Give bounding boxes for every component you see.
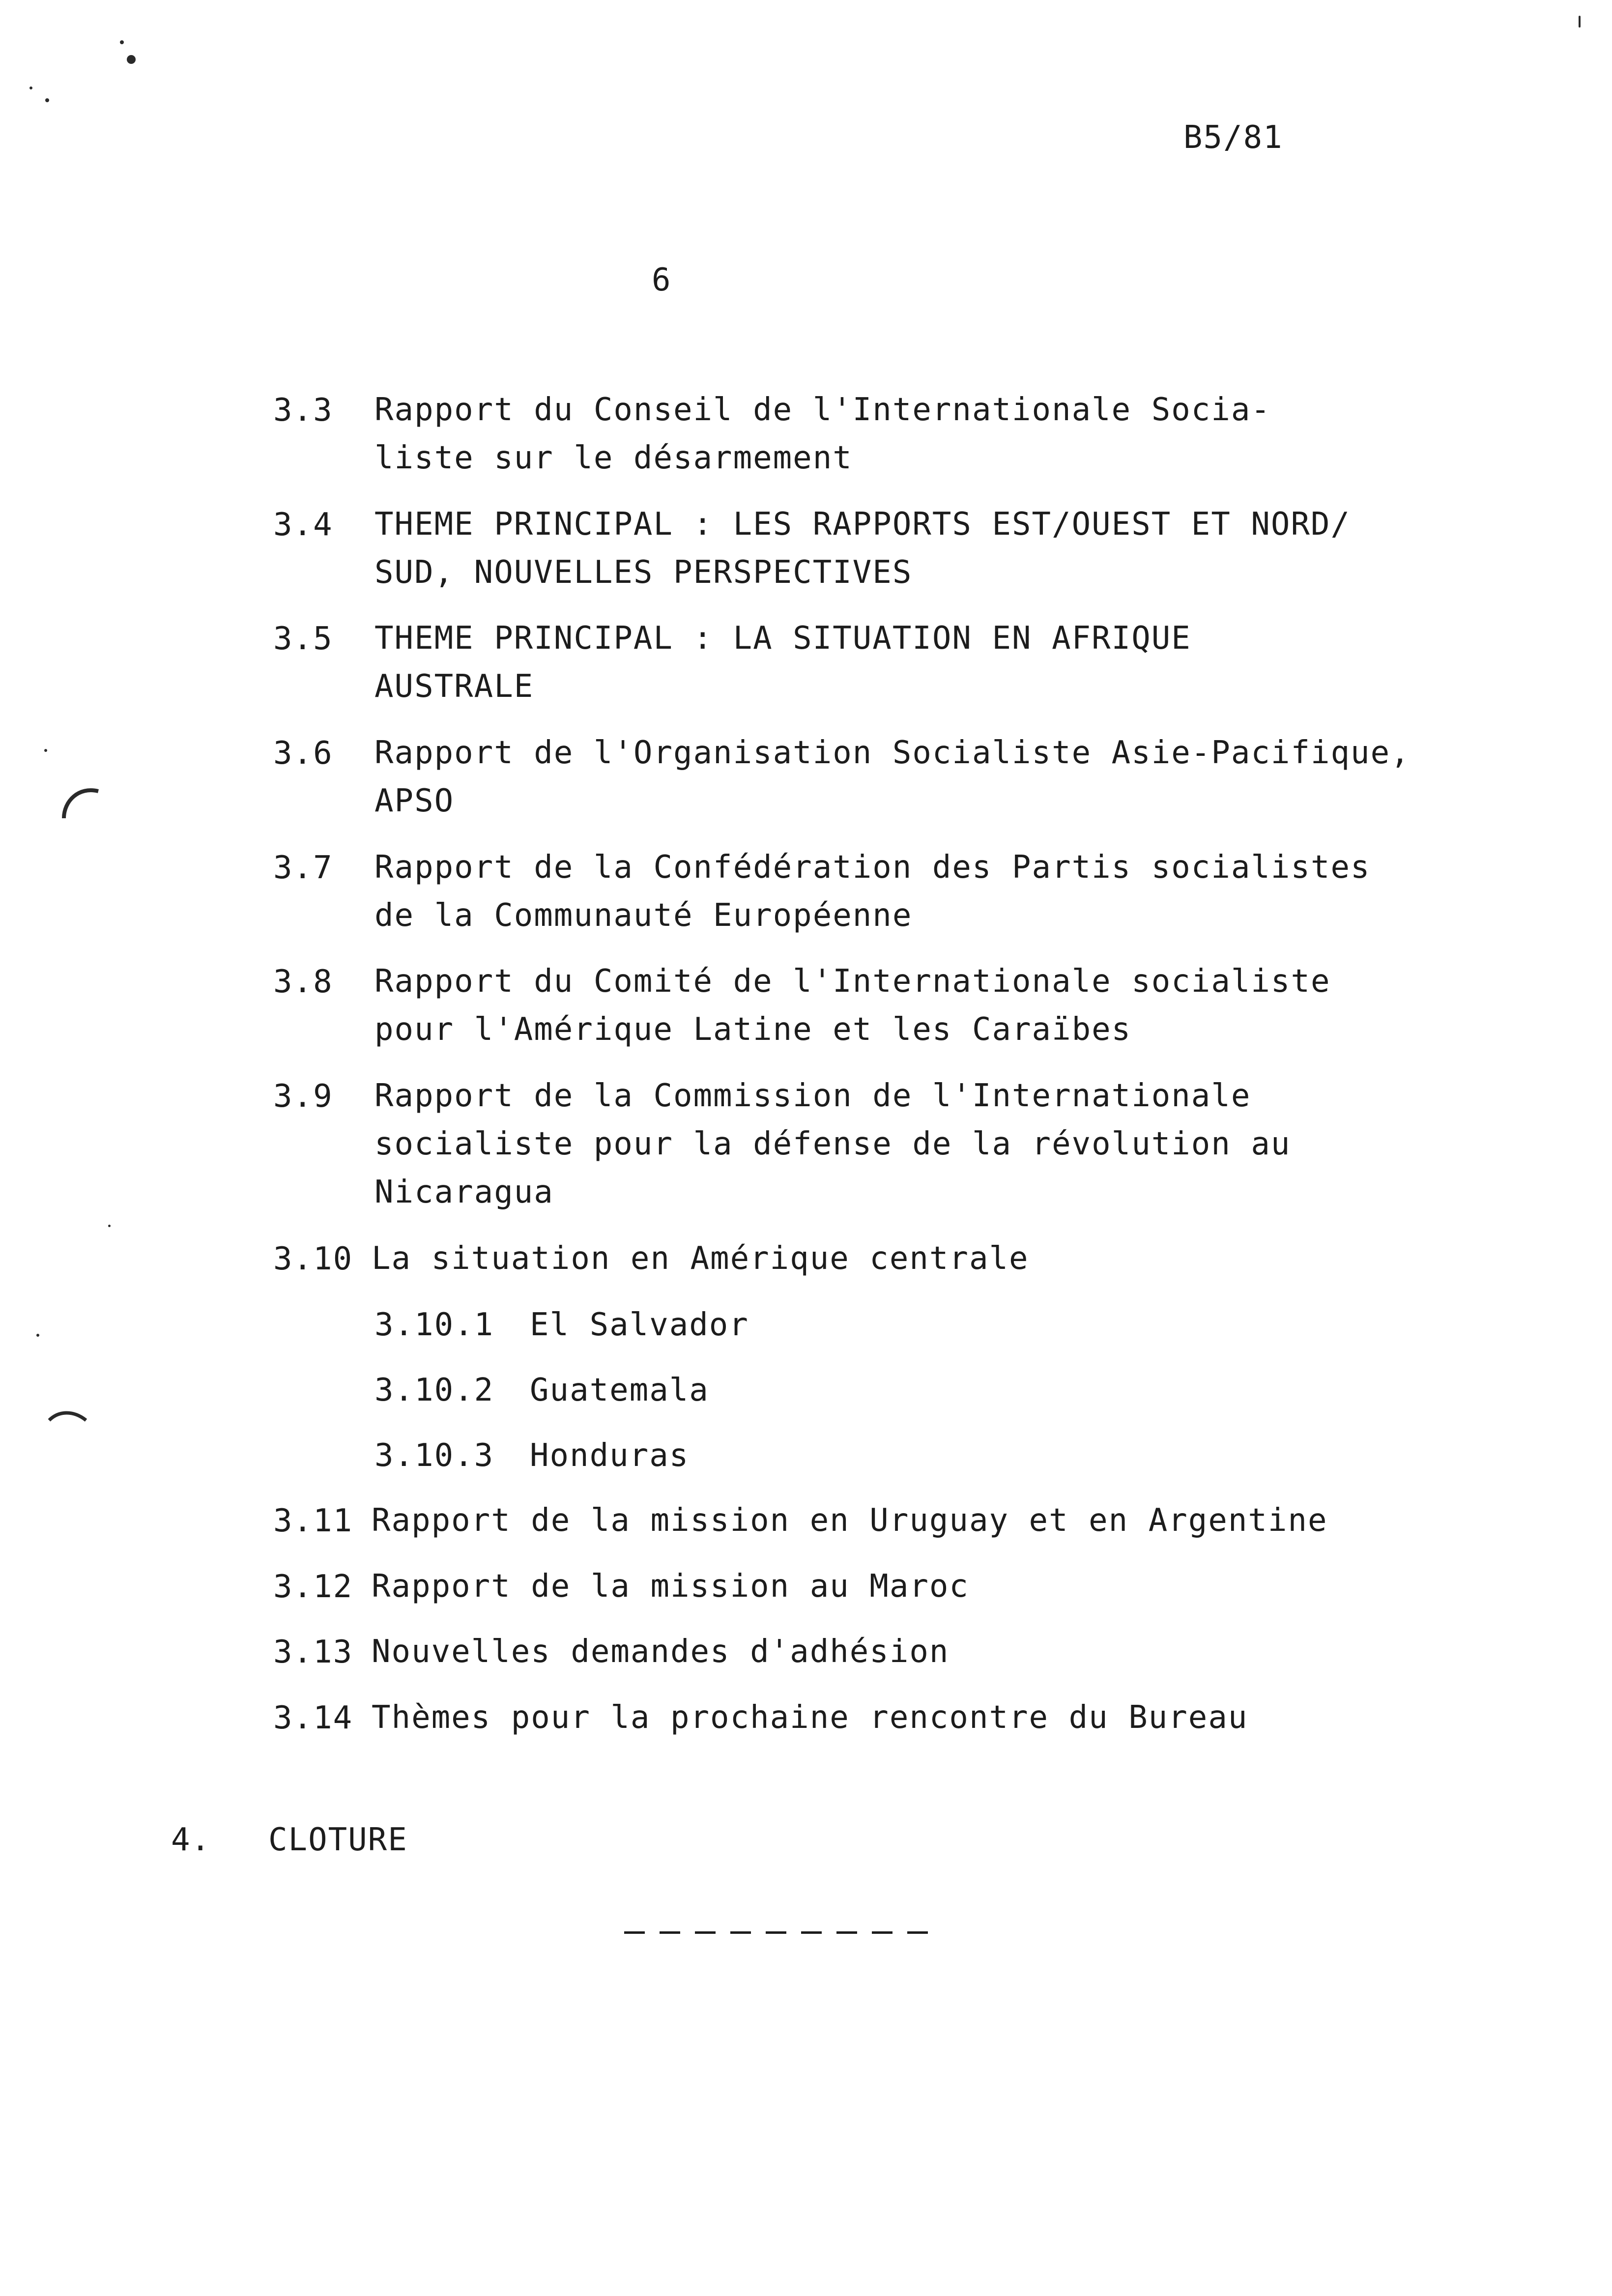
page-number: 6 bbox=[652, 262, 672, 298]
agenda-item-number: 3.5 bbox=[273, 621, 333, 657]
dash bbox=[907, 1931, 928, 1934]
dash bbox=[836, 1931, 857, 1934]
closing-number: 4. bbox=[171, 1822, 211, 1858]
agenda-subitem-text: Guatemala bbox=[530, 1372, 709, 1408]
agenda-item-text: THEME PRINCIPAL : LA SITUATION EN AFRIQUE bbox=[374, 620, 1191, 657]
agenda-item-number: 3.3 bbox=[273, 392, 333, 429]
agenda-item-text: liste sur le désarmement bbox=[374, 440, 853, 476]
agenda-item-text: Rapport de la mission en Uruguay et en Argentine bbox=[372, 1502, 1328, 1539]
scan-speck bbox=[1579, 16, 1581, 28]
agenda-item-text: Rapport du Conseil de l'Internationale Socia- bbox=[374, 392, 1271, 428]
agenda-item-text: Rapport de la Commission de l'Internationale bbox=[374, 1078, 1251, 1114]
dash bbox=[766, 1931, 786, 1934]
end-of-section-dashes bbox=[624, 1931, 928, 1934]
dash bbox=[624, 1931, 645, 1934]
agenda-item-number: 3.13 bbox=[273, 1634, 353, 1670]
punch-hole-mark bbox=[49, 781, 103, 845]
agenda-item-number: 3.14 bbox=[273, 1700, 353, 1736]
scan-speck bbox=[44, 749, 47, 752]
agenda-item-text: pour l'Amérique Latine et les Caraïbes bbox=[374, 1011, 1132, 1048]
agenda-item-text: AUSTRALE bbox=[374, 668, 534, 705]
agenda-subitem-number: 3.10.3 bbox=[374, 1437, 494, 1474]
agenda-item-text: Nicaragua bbox=[374, 1174, 554, 1210]
agenda-subitem-text: Honduras bbox=[530, 1437, 690, 1474]
agenda-subitem-number: 3.10.1 bbox=[374, 1307, 494, 1343]
agenda-item-number: 3.9 bbox=[273, 1078, 333, 1115]
scan-speck bbox=[108, 1225, 111, 1227]
agenda-item-text: Rapport de la mission au Maroc bbox=[372, 1568, 969, 1605]
dash bbox=[801, 1931, 822, 1934]
agenda-item-number: 3.7 bbox=[273, 850, 333, 886]
agenda-item-number: 3.4 bbox=[273, 507, 333, 543]
agenda-item-text: Rapport du Comité de l'Internationale socialiste bbox=[374, 963, 1331, 1000]
agenda-item-number: 3.11 bbox=[273, 1503, 353, 1539]
dash bbox=[660, 1931, 680, 1934]
agenda-item-text: Rapport de l'Organisation Socialiste Asie-Pacifique, bbox=[374, 735, 1410, 771]
agenda-item-text: Rapport de la Confédération des Partis socialistes bbox=[374, 849, 1371, 886]
dash bbox=[730, 1931, 751, 1934]
scan-speck bbox=[29, 86, 32, 89]
closing-label: CLOTURE bbox=[268, 1822, 408, 1858]
agenda-item-text: Thèmes pour la prochaine rencontre du Bureau bbox=[372, 1699, 1248, 1736]
agenda-subitem-number: 3.10.2 bbox=[374, 1372, 494, 1408]
agenda-item-text: SUD, NOUVELLES PERSPECTIVES bbox=[374, 554, 913, 591]
agenda-item-text: THEME PRINCIPAL : LES RAPPORTS EST/OUEST ET NORD/ bbox=[374, 506, 1351, 543]
agenda-item-number: 3.6 bbox=[273, 735, 333, 772]
document-reference: B5/81 bbox=[1183, 119, 1283, 156]
agenda-subitem-text: El Salvador bbox=[530, 1307, 749, 1343]
agenda-item-text: de la Communauté Européenne bbox=[374, 897, 913, 934]
scan-speck bbox=[36, 1334, 39, 1337]
agenda-item-number: 3.12 bbox=[273, 1569, 353, 1605]
agenda-item-text: Nouvelles demandes d'adhésion bbox=[372, 1634, 950, 1670]
agenda-item-number: 3.8 bbox=[273, 964, 333, 1000]
agenda-item-text: La situation en Amérique centrale bbox=[372, 1240, 1029, 1277]
dash bbox=[695, 1931, 716, 1934]
scan-speck bbox=[127, 55, 136, 64]
agenda-item-number: 3.10 bbox=[273, 1241, 353, 1277]
agenda-item-text: APSO bbox=[374, 783, 455, 819]
scan-speck bbox=[45, 98, 49, 102]
agenda-item-text: socialiste pour la défense de la révolution au bbox=[374, 1126, 1291, 1162]
scan-speck bbox=[120, 40, 124, 44]
punch-hole-mark bbox=[39, 1401, 93, 1440]
dash bbox=[872, 1931, 892, 1934]
